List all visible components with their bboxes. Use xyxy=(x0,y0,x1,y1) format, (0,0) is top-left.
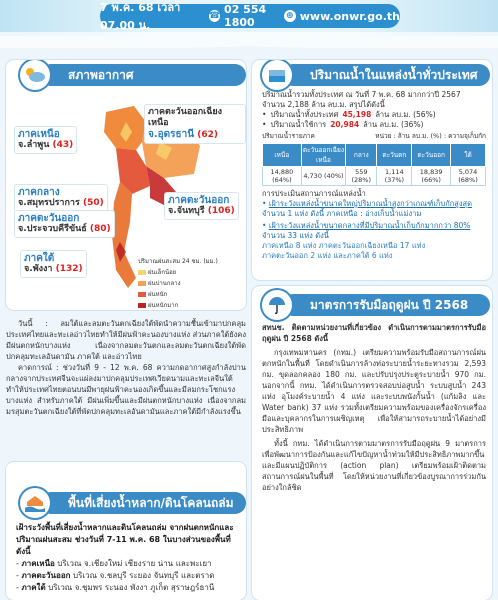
date-time: 7 พ.ค. 68 เวลา 07.00 น. xyxy=(100,1,181,32)
weather-header: สภาพอากาศ xyxy=(40,64,246,86)
risk-item: - ภาคใต้ บริเวณ จ.ชุมพร ระนอง พังงา ภูเก็ต สุราษฎร์ธานี xyxy=(16,583,215,592)
top-banner xyxy=(0,0,498,36)
water-body: ปริมาณน้ำรวมทั้งประเทศ ณ วันที่ 7 พ.ค. 68 มากกว่าปี 2567 จำนวน 2,188 ล้าน ลบ.ม. สรุปได้ดังนี้ • ปริมาณน้ำทั้งประเทศ 45,198 ล้าน ลบ.ม. (56%) • ปริมาณน้ำใช้การ 20,984 ล้าน ลบ.ม. (36%) ปริมาณน้ำรายภาค หน่วย : ล้าน ลบ.ม. (%) : ความจุเก็บกัก เหนือ ตะวันออกเฉียงเหนือ กลาง ตะวันตก ตะวันออก ใต้ 14,880 (64%) 4,730 (40%) 559 (28%) 1,114 (37%) 18,839 (66%) 5,074 (68%) การประเมินสถานการณ์แหล่งน้ำ • เฝ้าระวังแหล่งน้ำขนาดใหญ่ปริมาณน้ำสูงกว่าเกณฑ์เก็บกักสูงสุด จำนวน 1 แห่ง ดังนี้ ภาคเหนือ : อ่างเก็บน้ำแม่งาม • เฝ้าระวังแหล่งน้ำขนาดกลางที่มีปริมาณน้ำเก็บกักมากกว่า 80% จำนวน 33 แห่ง ดังนี้ ภาคเหนือ 8 แห่ง ภาคตะวันออกเฉียงเหนือ 17 แห่ง ภาคตะวันออก 2 แห่ง และภาคใต้ 6 แห่ง xyxy=(262,90,486,260)
risk-item: - ภาคตะวันออก บริเวณ จ.ชลบุรี ระยอง จันทบุรี และตราด xyxy=(16,571,215,580)
measures-header: มาตรการรับมือฤดูฝน ปี 2568 xyxy=(282,294,490,316)
region-label-central: ภาคกลาง จ.สมุทรปราการ (50) xyxy=(14,184,108,212)
measures-panel xyxy=(252,286,492,600)
risk-body: เฝ้าระวังพื้นที่เสี่ยงน้ำหลากและดินโคลนถล่ม จากฝนตกหนักและปริมาณฝนสะสม ช่วงวันที่ 7-11 พ.ค. 68 ในบางส่วนของพื้นที่ ดังนี้ - ภาคเหนือ บริเวณ จ.เชียงใหม่ เชียงราย น่าน และพะเยา - ภาคตะวันออก บริเวณ จ.ชลบุรี ระยอง จันทบุรี และตราด - ภาคใต้ บริเวณ จ.ชุมพร ระนอง พังงา ภูเก็ต สุราษฎร์ธานี xyxy=(16,522,241,594)
table-row: 14,880 (64%) 4,730 (40%) 559 (28%) 1,114 (37%) 18,839 (66%) 5,074 (68%) xyxy=(263,167,486,186)
umbrella-icon xyxy=(262,290,292,320)
region-label-west: ภาคตะวันออก จ.ประจวบคีรีขันธ์ (80) xyxy=(14,210,115,238)
weather-panel xyxy=(6,60,246,310)
water-panel xyxy=(252,60,492,280)
risk-header: พื้นที่เสี่ยงน้ำหลาก/ดินโคลนถล่ม xyxy=(40,492,246,514)
website-link[interactable]: ⊕ www.onwr.go.th xyxy=(284,10,400,23)
water-total-row: • ปริมาณน้ำทั้งประเทศ 45,198 ล้าน ลบ.ม. (56%) xyxy=(262,110,436,119)
risk-item: - ภาคเหนือ บริเวณ จ.เชียงใหม่ เชียงราย น่าน และพะเยา xyxy=(16,559,212,568)
status-medium-reservoir: • เฝ้าระวังแหล่งน้ำขนาดกลางที่มีปริมาณน้ำเก็บกักมากกว่า 80% จำนวน 33 แห่ง ดังนี้ xyxy=(262,221,471,240)
cloud-decoration xyxy=(0,32,498,60)
region-label-south: ภาคใต้ จ.พังงา (132) xyxy=(20,250,87,278)
flood-icon xyxy=(20,488,50,518)
measures-body: สทนช. ติดตามหน่วยงานที่เกี่ยวข้อง ดำเนินการตามมาตรการรับมือฤดูฝน ปี 2568 ดังนี้ กรุงเทพมหานคร (กทม.) เตรียมความพร้อมรับมือสถานการณ์ฝนตกหนักในพื้นที่ โดยดำเนินการล้างท่อระบายน้ำระยะทางรวม 2,593 กม. ขุดลอกคลอง 180 กม. และปรับปรุงประตูระบายน้ำ 970 กม. นอกจากนี้ กทม. ได้ดำเนินการตรวจสอบบ่อสูบน้ำ ระบบสูบน้ำ 243 แห่ง อุโมงค์ระบายน้ำ 4 แห่ง และระบบพนังกั้นน้ำ (แก้มลิง และ Water bank) 37 แห่ง รวมทั้งเตรียมความพร้อมของเครื่องจักรเครื่องมือและบุคลากรในการเผชิญเหตุ เพื่อให้สามารถระบายน้ำได้อย่างมีประสิทธิภาพ ทั้งนี้ กทม. ได้ดำเนินการตามมาตรการรับมือฤดูฝน 9 มาตรการ เพื่อพัฒนาการป้องกันและแก้ไขปัญหาน้ำท่วมให้มีประสิทธิภาพมากขึ้น และมีแผนปฏิบัติการ (action plan) เตรียมพร้อมเฝ้าติดตามสถานการณ์ฝนในพื้นที่ โดยให้หน่วยงานที่เกี่ยวข้องบูรณาการร่วมกันอย่างใกล้ชิด xyxy=(262,323,486,492)
phone-contact: ☎ 02 554 1800 xyxy=(208,3,267,29)
region-label-northeast: ภาคตะวันออกเฉียงเหนือ จ.อุดรธานี (62) xyxy=(144,104,246,144)
rain-legend: ปริมาณฝนสะสม 24 ชม. (มม.) ฝนเล็กน้อย ฝนปานกลาง ฝนหนัก ฝนหนักมาก xyxy=(138,258,218,309)
weather-text-panel xyxy=(6,318,246,456)
weather-cloud-icon xyxy=(20,60,50,90)
weather-today-text: วันนี้ : ลมใต้และลมตะวันตกเฉียงใต้พัดนำความชื้นเข้ามาปกคลุมประเทศไทยและทะเลอ่าวไทยทำให้มีฝนฟ้าคะนองบางแห่ง ส่วนภาคใต้ยังคงมีฝนตกหนักบางแห่ง เนื่องจากลมตะวันตกและลมตะวันตกเฉียงใต้พัดปกคลุมทะเลอันดามัน ภาคใต้ และอ่าวไทย xyxy=(6,319,246,361)
risk-panel xyxy=(6,462,246,600)
reservoir-icon xyxy=(262,60,292,90)
region-label-north: ภาคเหนือ จ.ลำพูน (43) xyxy=(14,126,77,154)
globe-icon: ⊕ xyxy=(284,10,296,22)
water-header: ปริมาณน้ำในแหล่งน้ำทั่วประเทศ xyxy=(282,64,490,86)
regional-water-table: เหนือ ตะวันออกเฉียงเหนือ กลาง ตะวันตก ตะวันออก ใต้ 14,880 (64%) 4,730 (40%) 559 (28%) 1,114 (37%) 18,839 (66%) 5,074 (68%) xyxy=(262,143,486,186)
weather-forecast-text: คาดการณ์ : ช่วงวันที่ 9 - 12 พ.ค. 68 ความกดอากาศสูงกำลังปานกลางจากประเทศจีนจะแผ่ลงมาปกคลุมประเทศเวียดนามและทะเลจีนใต้ ทำให้ประเทศไทยตอนบนมีพายุฝนฟ้าคะนองเกิดขึ้นและมีลมกระโชกแรงบางแห่ง สำหรับภาคใต้ มีฝนเพิ่มขึ้นและมีฝนตกหนักบางแห่ง เนื่องจากลมมรสุมตะวันตกเฉียงใต้ที่พัดปกคลุมทะเลอันดามันและภาคใต้มีกำลังแรงขึ้น xyxy=(6,363,246,416)
region-label-east: ภาคตะวันออก จ.จันทบุรี (106) xyxy=(164,192,239,220)
status-large-reservoir: • เฝ้าระวังแหล่งน้ำขนาดใหญ่ปริมาณน้ำสูงกว่าเกณฑ์เก็บกักสูงสุด จำนวน 1 แห่ง ดังนี้ ภาคเหนือ : อ่างเก็บน้ำแม่งาม xyxy=(262,199,472,218)
map-south xyxy=(112,182,136,288)
phone-icon: ☎ xyxy=(208,11,221,21)
water-usable-row: • ปริมาณน้ำใช้การ 20,984 ล้าน ลบ.ม. (36%) xyxy=(262,120,424,129)
top-info-bar xyxy=(100,1,400,32)
